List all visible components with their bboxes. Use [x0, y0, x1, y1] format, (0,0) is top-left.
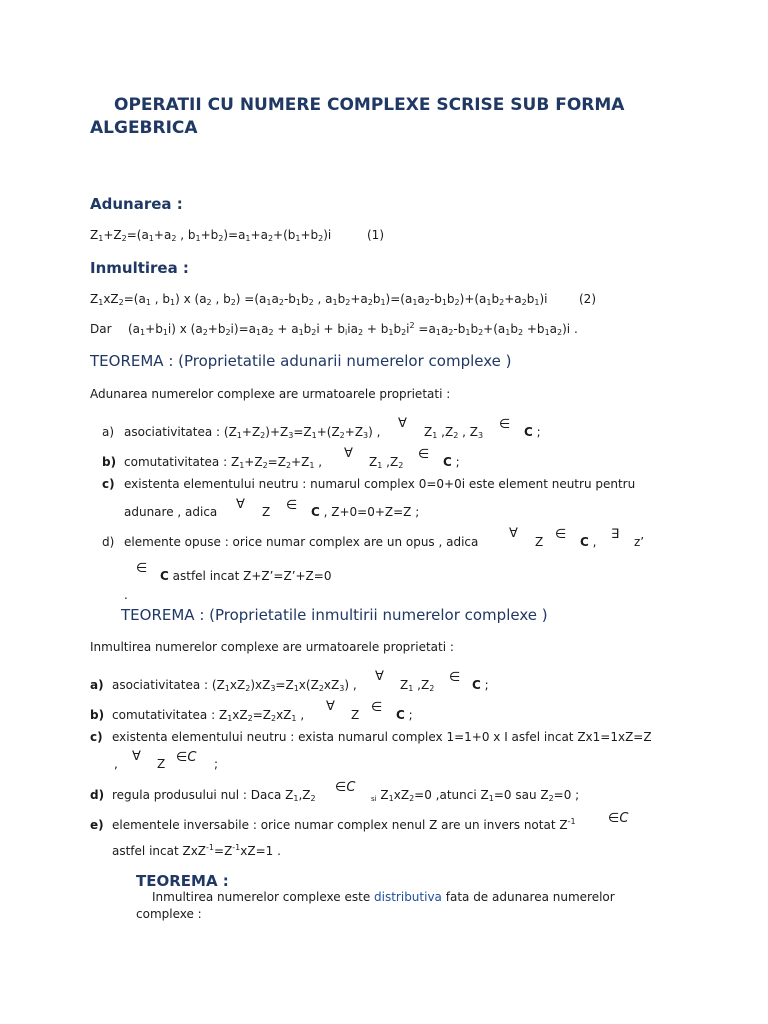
list-item-continuation: si $Z_1xZ_2=0$ ,atunci $Z_1=0$ sau $Z_2=0$ ;	[371, 788, 580, 803]
element-of-symbol: ∈	[371, 700, 383, 715]
list-marker: a)	[90, 678, 104, 692]
math-var: Z	[535, 535, 544, 549]
list-marker: c)	[90, 730, 103, 744]
math-set: C ;	[524, 425, 541, 439]
heading-teorema-adunare: TEOREMA : (Proprietatile adunarii numerelor complexe )	[90, 352, 512, 370]
math-vars: $Z_1$ $,Z_2$	[369, 455, 404, 470]
math-set: C ;	[443, 455, 460, 469]
teorema3-text-line2: complexe :	[136, 907, 202, 921]
math-vars: $Z_1$ $,Z_2$ , $Z_3$	[424, 425, 484, 440]
list-item-text: comutativitatea : $Z_1+Z_2=Z_2+Z_1$ ,	[124, 455, 323, 470]
list-item-continuation: astfel incat $ZxZ^{-1}=Z^{-1}xZ=1$ .	[112, 843, 281, 858]
heading-teorema-distributiva: TEOREMA :	[136, 872, 229, 890]
element-of-symbol: ∈C	[176, 750, 197, 765]
title-line1: OPERATII CU NUMERE COMPLEXE SCRISE SUB FORMA	[114, 95, 625, 115]
distributiva-link[interactable]: distributiva	[374, 890, 442, 904]
math-set: C ,	[580, 535, 597, 549]
heading-inmultirea: Inmultirea :	[90, 259, 189, 277]
list-marker: e)	[90, 818, 104, 832]
forall-symbol: ∀	[344, 446, 353, 461]
element-of-symbol: ∈C	[608, 811, 629, 826]
exists-symbol: ∃	[611, 527, 620, 542]
math-var: Z	[351, 708, 360, 722]
list-item-text: comutativitatea : $Z_1xZ_2=Z_2xZ_1$ ,	[112, 708, 305, 723]
forall-symbol: ∀	[375, 669, 384, 684]
stray-dot: .	[124, 588, 128, 602]
list-marker: a)	[102, 425, 115, 439]
forall-symbol: ∀	[132, 749, 141, 764]
forall-symbol: ∀	[509, 526, 518, 541]
element-of-symbol: ∈	[286, 498, 298, 513]
formula-inmultire: $Z_1xZ_2=(a_1$ , $b_1$) x ($a_2$ , $b_2) =(a_1a_2-b_1b_2$ , $a_1b_2+a_2b_1)=(a_1a_2-b_1b_2)+(a_1b_2+a_2b_1)i$	[90, 292, 548, 307]
list-item-text: existenta elementului neutru : numarul complex 0=0+0i este element neutru pentru	[124, 477, 636, 491]
teorema2-intro: Inmultirea numerelor complexe are urmatoarele proprietati :	[90, 640, 454, 654]
equation-number: (1)	[367, 228, 384, 242]
list-item-text: elementele inversabile : orice numar complex nenul Z are un invers notat $Z^{-1}$	[112, 817, 576, 832]
element-of-symbol: ∈	[418, 447, 430, 462]
title-line2: ALGEBRICA	[90, 118, 198, 138]
math-vars: $Z_1$ $,Z_2$	[400, 678, 435, 693]
math-set: C ;	[472, 678, 489, 692]
list-item-continuation: adunare , adica	[124, 505, 218, 519]
punct-comma: ,	[114, 757, 118, 771]
list-item-text: elemente opuse : orice numar complex are un opus , adica	[124, 535, 479, 549]
list-item-text: existenta elementului neutru : exista numarul complex 1=1+0 x I asfel incat Zx1=1xZ=Z	[112, 730, 652, 744]
equation-number: (2)	[579, 292, 596, 306]
element-of-symbol: ∈	[499, 417, 511, 432]
list-item-text: asociativitatea : $(Z_1xZ_2)xZ_3=Z_1x(Z_2xZ_3)$ ,	[112, 678, 357, 693]
math-var: Z	[262, 505, 271, 519]
teorema1-intro: Adunarea numerelor complexe are urmatoarele proprietati :	[90, 387, 451, 401]
list-marker: d)	[90, 788, 105, 802]
forall-symbol: ∀	[236, 497, 245, 512]
formula-dar: $(a_1+b_1i)$ x $(a_2+b_2i)=a_1a_2 + a_1b_2i + b_iia_2 + b_1b_2i^2 =a_1a_2-b_1b_2+(a_1b_2 +b_1a_2)i$ .	[128, 321, 578, 337]
element-of-symbol: ∈	[136, 561, 148, 576]
element-of-symbol: ∈	[449, 670, 461, 685]
math-var: Z	[157, 757, 166, 771]
punct-semicolon: ;	[214, 757, 219, 771]
list-marker: c)	[102, 477, 115, 491]
list-item-continuation: C astfel incat Z+Z’=Z’+Z=0	[160, 569, 332, 583]
element-of-symbol: ∈C	[335, 780, 356, 795]
list-marker: b)	[102, 455, 117, 469]
element-of-symbol: ∈	[555, 527, 567, 542]
teorema3-text: Inmultirea numerelor complexe este distributiva fata de adunarea numerelor	[152, 890, 615, 904]
list-item-text: regula produsului nul : Daca $Z_1,Z_2$	[112, 788, 316, 803]
math-var: z’	[634, 535, 645, 549]
math-expression: C , Z+0=0+Z=Z ;	[311, 505, 420, 519]
heading-adunarea: Adunarea :	[90, 195, 183, 213]
list-item-text: asociativitatea : $(Z_1+Z_2)+Z_3=Z_1+(Z_2+Z_3)$ ,	[124, 425, 381, 440]
forall-symbol: ∀	[326, 699, 335, 714]
list-marker: d)	[102, 535, 115, 549]
heading-teorema-inmultire: TEOREMA : (Proprietatile inmultirii numerelor complexe )	[121, 606, 548, 624]
formula-adunare: $Z_1+Z_2=(a_1+a_2$ , $b_1+b_2)=a_1+a_2+(b_1+b_2)i$	[90, 228, 332, 243]
dar-label: Dar	[90, 322, 112, 336]
math-set: C ;	[396, 708, 413, 722]
list-marker: b)	[90, 708, 105, 722]
forall-symbol: ∀	[398, 416, 407, 431]
